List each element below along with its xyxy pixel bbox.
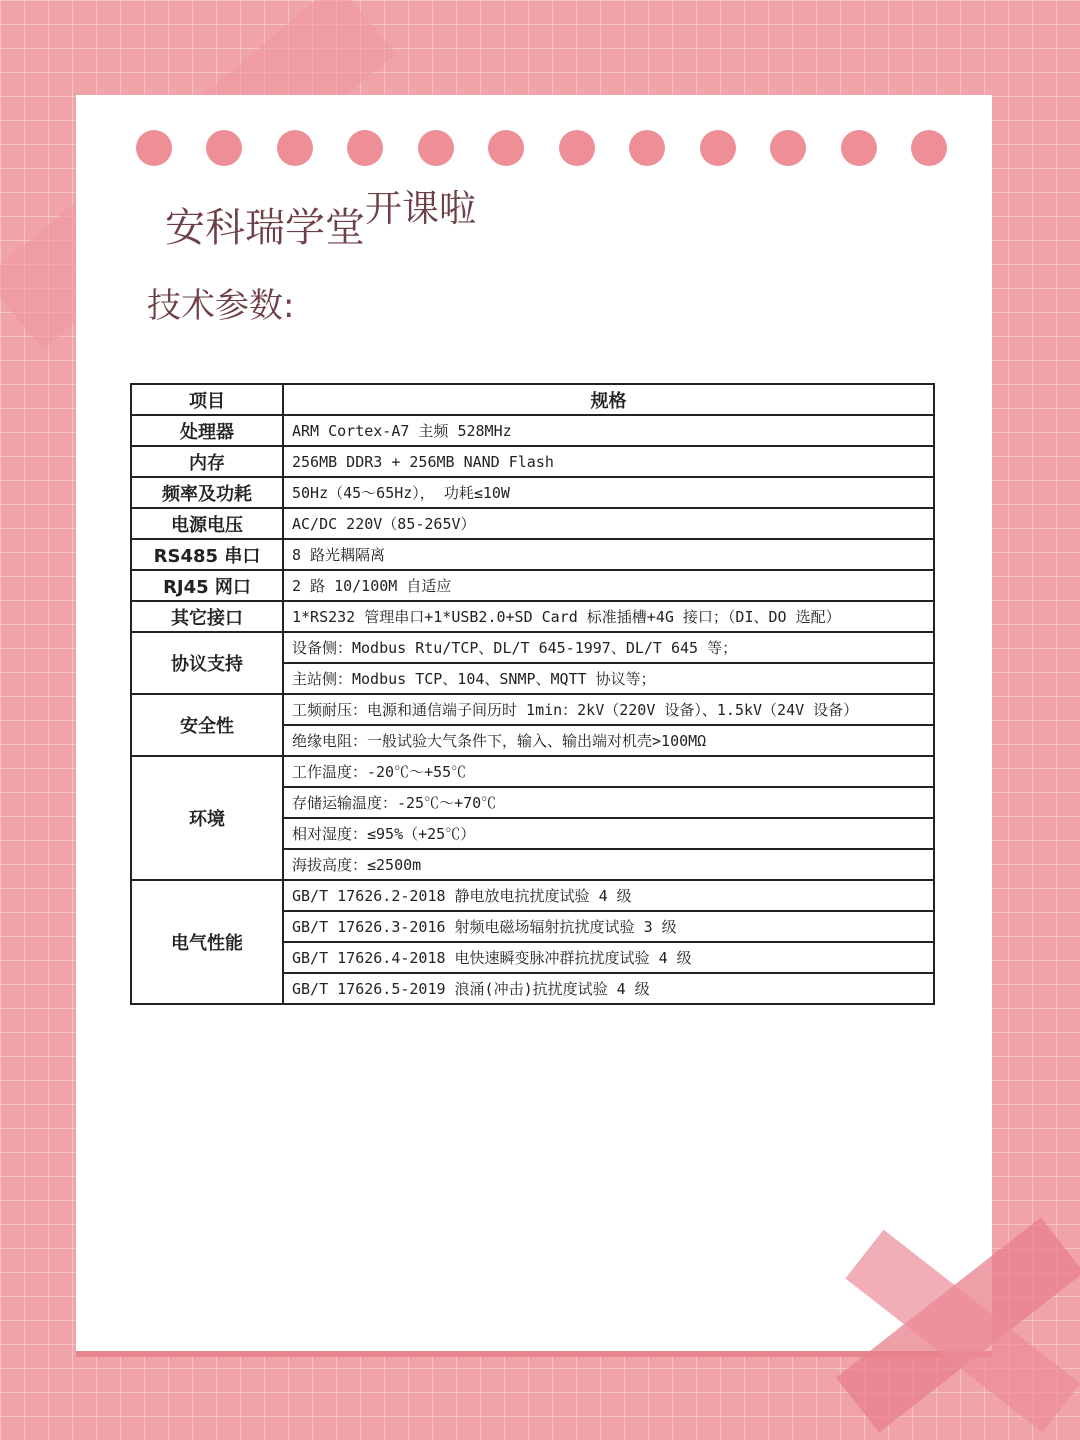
binder-hole (136, 130, 172, 166)
row-label: 安全性 (131, 694, 283, 756)
binder-hole (629, 130, 665, 166)
table-row (131, 508, 934, 539)
row-value: 2 路 10/100M 自适应 (283, 570, 934, 601)
spec-table-body (131, 415, 934, 1004)
binder-hole (277, 130, 313, 166)
row-value: 存储运输温度：-25℃～+70℃ (283, 787, 934, 818)
table-row (131, 539, 934, 570)
row-value: 绝缘电阻：一般试验大气条件下，输入、输出端对机壳>100MΩ (283, 725, 934, 756)
row-value: GB/T 17626.4-2018 电快速瞬变脉冲群抗扰度试验 4 级 (283, 942, 934, 973)
header-spec: 规格 (283, 384, 934, 415)
table-row (131, 570, 934, 601)
table-row (131, 415, 934, 446)
section-heading: 技术参数: (147, 286, 295, 326)
row-value: 256MB DDR3 + 256MB NAND Flash (283, 446, 934, 477)
row-label: 其它接口 (131, 601, 283, 632)
row-value: 50Hz（45～65Hz）， 功耗≤10W (283, 477, 934, 508)
page-title-sub: 开课啦 (365, 187, 476, 230)
header-item: 项目 (131, 384, 283, 415)
row-value: AC/DC 220V（85-265V） (283, 508, 934, 539)
row-value: ARM Cortex-A7 主频 528MHz (283, 415, 934, 446)
row-value: 8 路光耦隔离 (283, 539, 934, 570)
row-value: 1*RS232 管理串口+1*USB2.0+SD Card 标准插槽+4G 接口；（DI、DO 选配） (283, 601, 934, 632)
binder-hole (418, 130, 454, 166)
binder-hole (911, 130, 947, 166)
row-label: 环境 (131, 756, 283, 880)
binder-hole (488, 130, 524, 166)
row-label: RJ45 网口 (131, 570, 283, 601)
row-value: 工作温度：-20℃～+55℃ (283, 756, 934, 787)
table-header-row (131, 384, 934, 415)
table-row (131, 446, 934, 477)
table-row (131, 601, 934, 632)
binder-hole (559, 130, 595, 166)
row-value: 设备侧：Modbus Rtu/TCP、DL/T 645-1997、DL/T 645 等； (283, 632, 934, 663)
row-label: RS485 串口 (131, 539, 283, 570)
row-label: 处理器 (131, 415, 283, 446)
table-row (131, 694, 934, 725)
binder-holes (136, 130, 948, 168)
row-label: 内存 (131, 446, 283, 477)
binder-hole (206, 130, 242, 166)
binder-hole (770, 130, 806, 166)
row-label: 电源电压 (131, 508, 283, 539)
row-label: 频率及功耗 (131, 477, 283, 508)
row-label: 电气性能 (131, 880, 283, 1004)
row-value: 主站侧：Modbus TCP、104、SNMP、MQTT 协议等； (283, 663, 934, 694)
binder-hole (841, 130, 877, 166)
table-row (131, 880, 934, 911)
row-label: 协议支持 (131, 632, 283, 694)
table-row (131, 632, 934, 663)
binder-hole (347, 130, 383, 166)
table-row (131, 756, 934, 787)
page-title-main: 安科瑞学堂 (165, 205, 365, 251)
row-value: 相对湿度：≤95%（+25℃） (283, 818, 934, 849)
spec-table (130, 383, 935, 1005)
row-value: 海拔高度：≤2500m (283, 849, 934, 880)
page-title (165, 187, 476, 253)
row-value: GB/T 17626.2-2018 静电放电抗扰度试验 4 级 (283, 880, 934, 911)
row-value: 工频耐压：电源和通信端子间历时 1min：2kV（220V 设备）、1.5kV（24V 设备） (283, 694, 934, 725)
table-row (131, 477, 934, 508)
row-value: GB/T 17626.3-2016 射频电磁场辐射抗扰度试验 3 级 (283, 911, 934, 942)
binder-hole (700, 130, 736, 166)
row-value: GB/T 17626.5-2019 浪涌(冲击)抗扰度试验 4 级 (283, 973, 934, 1004)
